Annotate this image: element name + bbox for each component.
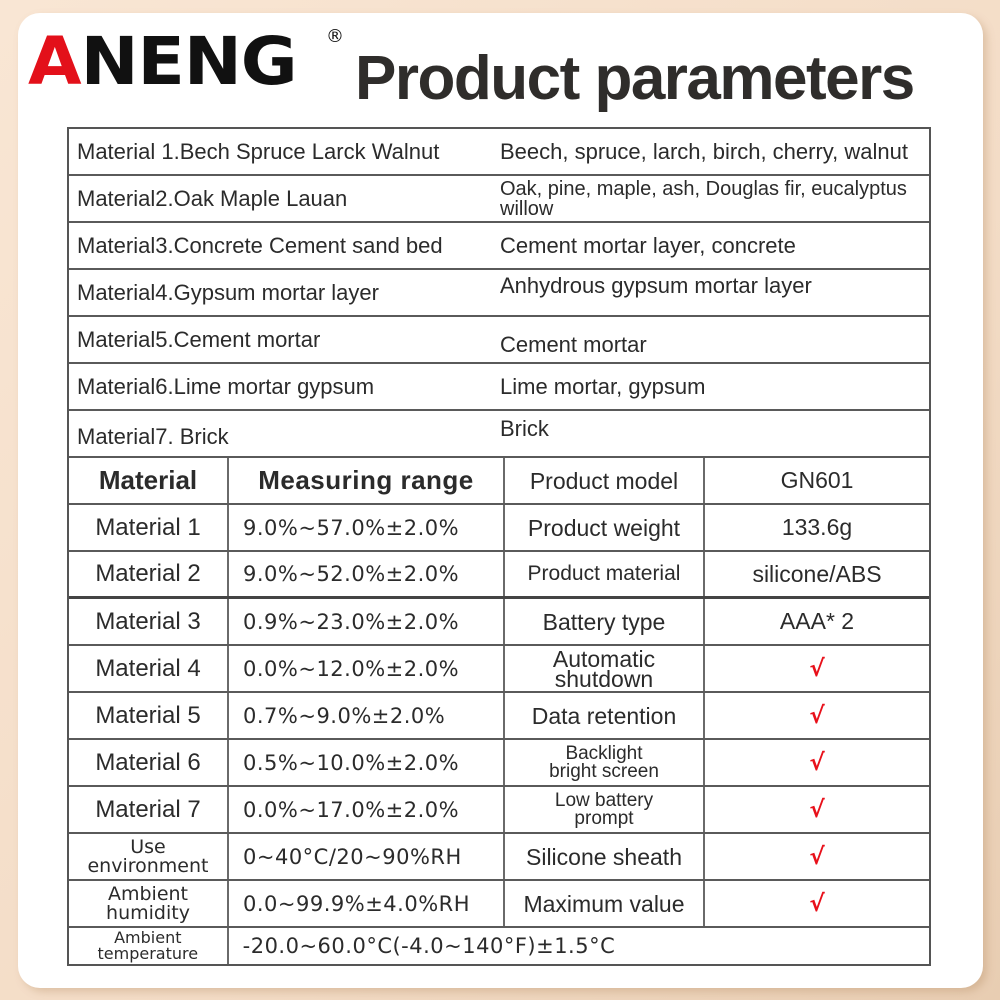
spec-row <box>69 881 929 928</box>
material-desc-row <box>69 317 929 364</box>
param-value: silicone/ABS <box>703 552 929 596</box>
ambient-temperature-row <box>69 928 929 964</box>
check-icon: √ <box>703 740 929 785</box>
logo-letter-a: A <box>28 23 81 100</box>
brand-logo <box>28 23 344 100</box>
material-examples: Lime mortar, gypsum <box>500 373 706 399</box>
material-desc-row <box>69 129 929 176</box>
check-icon: √ <box>703 787 929 832</box>
measuring-range: 0.7%~9.0%±2.0% <box>227 693 503 738</box>
material-desc-row <box>69 364 929 411</box>
spec-row <box>69 552 929 599</box>
ambient-temperature-value: -20.0~60.0°C(-4.0~140°F)±1.5°C <box>227 928 929 964</box>
material-label: Material 5 <box>95 701 201 729</box>
material-examples: Cement mortar <box>500 331 647 357</box>
material-label: Material 2 <box>95 560 201 587</box>
material-label: Material 6 <box>95 748 201 776</box>
material-name: Material6.Lime mortar gypsum <box>77 373 375 399</box>
spec-row <box>69 693 929 740</box>
spec-row <box>69 740 929 787</box>
spec-row <box>69 646 929 693</box>
check-icon: √ <box>703 834 929 879</box>
column-header-material: Material <box>98 465 198 495</box>
check-icon: √ <box>703 881 929 926</box>
check-icon: √ <box>703 693 929 738</box>
material-examples: Cement mortar layer, concrete <box>500 232 796 258</box>
material-name: Material2.Oak Maple Lauan <box>77 185 348 211</box>
measuring-range: 9.0%~52.0%±2.0% <box>227 552 503 596</box>
param-label: Data retention <box>503 693 703 738</box>
material-label: Material 4 <box>95 654 201 682</box>
material-name: Material7. Brick <box>77 423 229 449</box>
spec-row <box>69 505 929 552</box>
material-name: Material 1.Bech Spruce Larck Walnut <box>77 138 440 164</box>
param-label: Product model <box>503 458 703 503</box>
spec-row <box>69 834 929 881</box>
column-header-range: Measuring range <box>227 458 503 503</box>
parameters-table <box>67 127 931 966</box>
param-label: Battery type <box>503 599 703 644</box>
material-name: Material5.Cement mortar <box>77 327 321 352</box>
measuring-range: 9.0%~57.0%±2.0% <box>227 505 503 550</box>
param-label: Automatic shutdown <box>503 646 703 691</box>
param-label: Silicone sheath <box>503 834 703 879</box>
param-value: GN601 <box>703 458 929 503</box>
param-label: Product weight <box>503 505 703 550</box>
material-label: Material 1 <box>95 513 201 541</box>
param-value: AAA* 2 <box>703 599 929 644</box>
param-label: Backlight bright screen <box>503 740 703 785</box>
use-environment-label: Use environment <box>87 835 209 877</box>
check-icon: √ <box>703 646 929 691</box>
material-desc-row <box>69 176 929 223</box>
material-label: Material 7 <box>95 795 201 823</box>
use-environment-value: 0~40°C/20~90%RH <box>227 834 503 879</box>
ambient-humidity-value: 0.0~99.9%±4.0%RH <box>227 881 503 926</box>
page-title: Product parameters <box>355 44 914 113</box>
material-name: Material3.Concrete Cement sand bed <box>77 232 443 258</box>
material-label: Material 3 <box>95 607 201 635</box>
material-examples: Brick <box>500 416 549 441</box>
material-examples: Anhydrous gypsum mortar layer <box>500 273 812 298</box>
material-examples: Oak, pine, maple, ash, Douglas fir, eucalyptus willow <box>500 177 907 220</box>
spec-row <box>69 599 929 646</box>
param-label: Maximum value <box>503 881 703 926</box>
measuring-range: 0.0%~17.0%±2.0% <box>227 787 503 832</box>
material-examples: Beech, spruce, larch, birch, cherry, walnut <box>500 138 908 164</box>
spec-header-row <box>69 458 929 505</box>
logo-text: NENG <box>80 23 297 100</box>
material-desc-row <box>69 411 929 458</box>
param-label: Product material <box>503 552 703 596</box>
spec-row <box>69 787 929 834</box>
measuring-range: 0.0%~12.0%±2.0% <box>227 646 503 691</box>
registered-mark: ® <box>326 26 344 47</box>
material-desc-row <box>69 270 929 317</box>
param-label: Low battery prompt <box>503 787 703 832</box>
measuring-range: 0.5%~10.0%±2.0% <box>227 740 503 785</box>
ambient-temperature-label: Ambient temperature <box>97 928 199 963</box>
measuring-range: 0.9%~23.0%±2.0% <box>227 599 503 644</box>
param-value: 133.6g <box>703 505 929 550</box>
material-desc-row <box>69 223 929 270</box>
material-name: Material4.Gypsum mortar layer <box>77 279 379 305</box>
ambient-humidity-label: Ambient humidity <box>106 882 190 924</box>
